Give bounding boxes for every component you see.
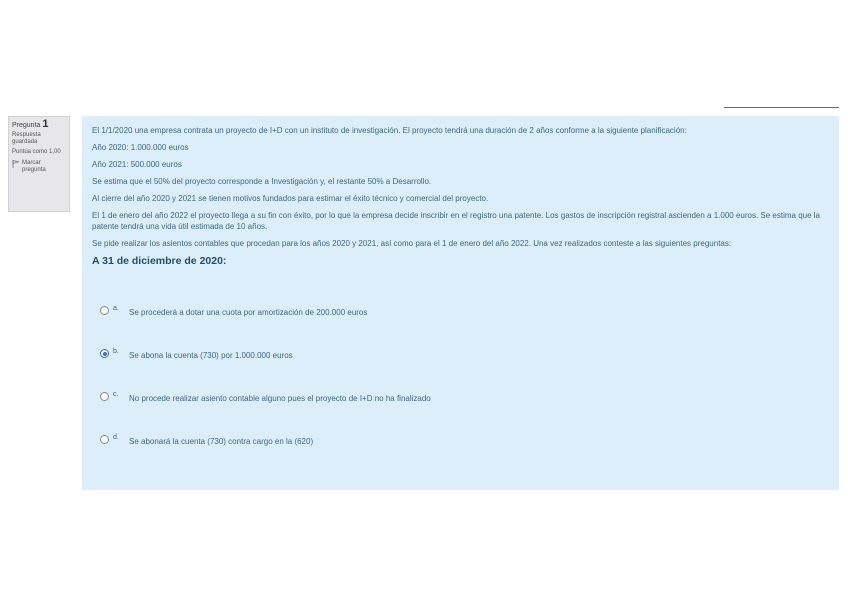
question-paragraph: Se pide realizar los asientos contables que procedan para los años 2020 y 2021, así como para el 1 de enero del año 2022. Una vez realizados conteste a las siguientes preguntas: [92,239,732,248]
question-paragraph: El 1 de enero del año 2022 el proyecto llega a su fin con éxito, por lo que la empresa decide inscribir en el registro una patente. Los gastos de inscripción registral ascienden a 1.000 euros. Se estima que la patente tendrá una vida útil estimada de 10 años. [92,211,820,231]
question-score: Puntúa como 1,00 [12,149,61,155]
answer-option-d[interactable] [92,434,829,477]
question-info-panel [8,116,70,212]
answer-text: Se abonará la cuenta (730) contra cargo en la (620) [129,437,314,446]
question-number [12,118,66,130]
question-number-label: Pregunta [12,122,41,129]
top-accent-line [724,107,839,108]
answer-options [92,305,829,477]
answer-radio-c[interactable] [100,392,109,401]
answer-radio-b[interactable] [100,349,109,358]
question-content [82,116,839,490]
question-status: Respuesta guardada [12,132,41,145]
answer-radio-a[interactable] [100,306,109,315]
answer-option-b[interactable] [92,348,829,391]
question-paragraph: El 1/1/2020 una empresa contrata un proyecto de I+D con un instituto de investigación. El proyecto tendrá una duración de 2 años conforme a la siguiente planificación: [92,126,687,135]
answer-radio-d[interactable] [100,435,109,444]
question-text [92,125,829,249]
flag-question-button[interactable] [12,160,66,174]
question-paragraph: Año 2021: 500.000 euros [92,160,182,169]
answer-option-c[interactable] [92,391,829,434]
answer-text: Se abona la cuenta (730) por 1.000.000 euros [129,351,293,360]
flag-icon [12,160,20,168]
question-paragraph: Al cierre del año 2020 y 2021 se tienen motivos fundados para estimar el éxito técnico y comercial del proyecto. [92,194,489,203]
answer-letter: d. [113,434,119,441]
answer-letter: a. [113,305,119,312]
question-paragraph: Se estima que el 50% del proyecto corresponde a Investigación y, el restante 50% a Desarrollo. [92,177,432,186]
flag-question-label: Marcar pregunta [22,160,46,173]
question-subheading: A 31 de diciembre de 2020: [92,255,227,267]
question-paragraph: Año 2020: 1.000.000 euros [92,143,189,152]
answer-text: No procede realizar asiento contable alguno pues el proyecto de I+D no ha finalizado [129,394,431,403]
answer-text: Se procederá a dotar una cuota por amortización de 200.000 euros [129,308,368,317]
answer-option-a[interactable] [92,305,829,348]
question-number-value: 1 [42,118,49,130]
answer-letter: b. [113,348,119,355]
answer-letter: c. [113,391,119,398]
